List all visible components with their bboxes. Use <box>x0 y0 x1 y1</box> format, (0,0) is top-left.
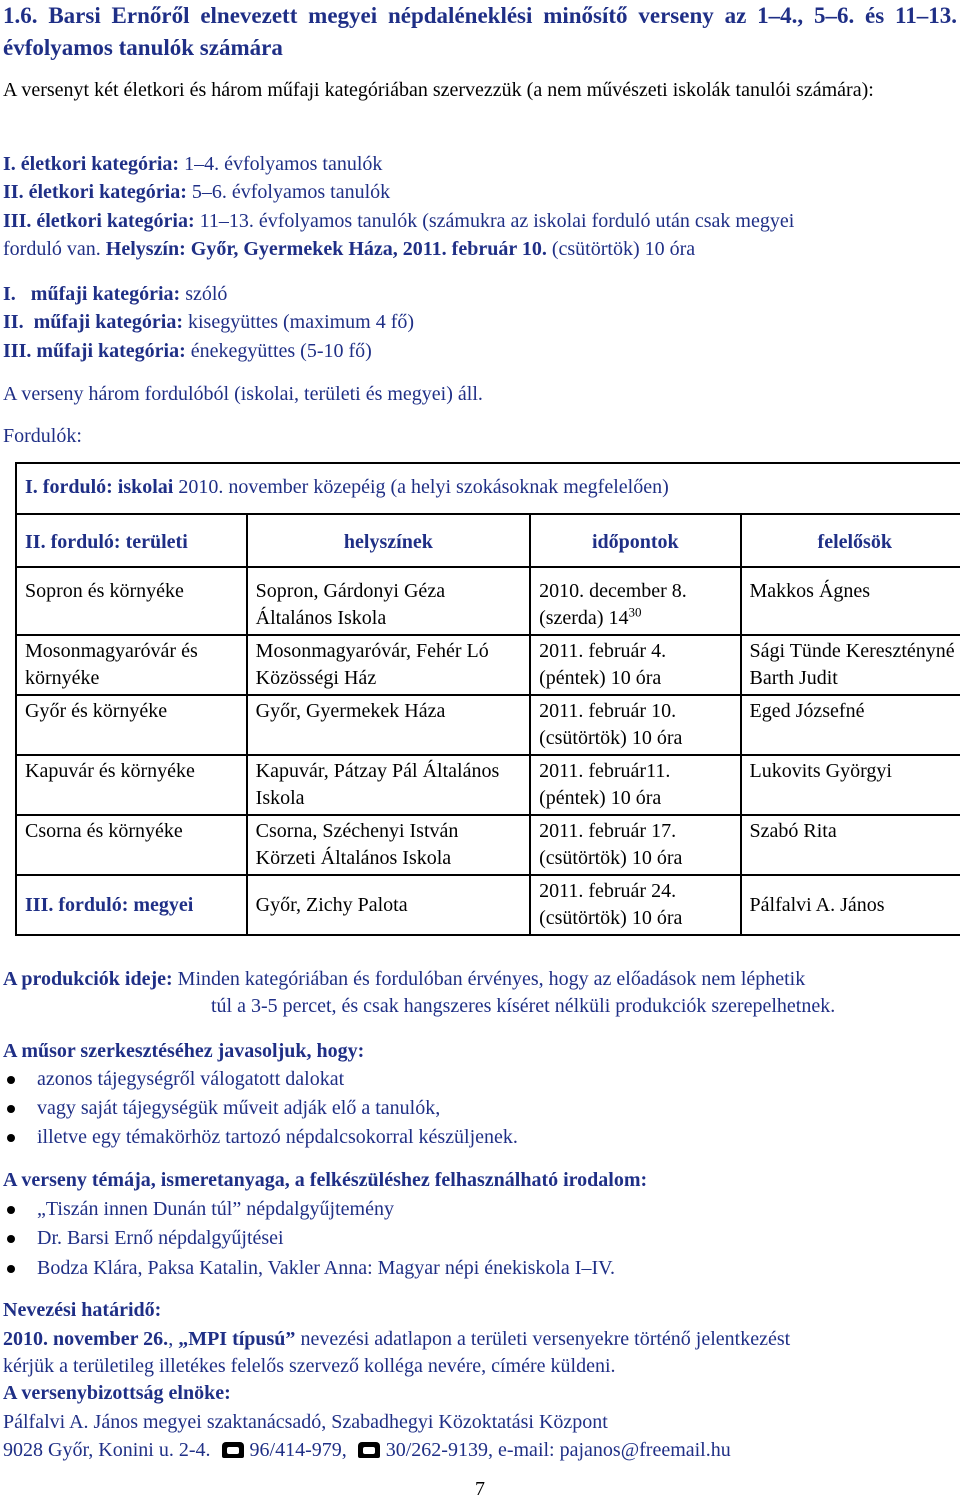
genre-category-2: II. műfaji kategória: kisegyüttes (maximum 4 fő) <box>3 311 415 333</box>
section-number: 1.6. <box>3 3 38 28</box>
genre-category-3: III. műfaji kategória: énekegyüttes (5-10 fő) <box>3 340 372 362</box>
round1-row <box>16 463 960 514</box>
bullet-icon <box>7 1206 15 1214</box>
round2-label: II. forduló: területi <box>16 514 247 567</box>
table-row: Sopron és környéke Sopron, Gárdonyi Géza Általános Iskola 2010. december 8. (szerda) $14^{30}$ Makkos Ágnes <box>16 567 960 635</box>
table-row: Mosonmagyaróvár és környéke Mosonmagyaróvár, Fehér Ló Közösségi Ház 2011. február 4. (péntek) 10 óra Sági Tünde Keresztényné Barth Judit <box>16 635 960 695</box>
list-item: azonos tájegységről válogatott dalokat <box>3 1066 344 1093</box>
deadline-line: 2010. november 26., „MPI típusú” nevezési adatlapon a területi versenyekre történő jelentkezést <box>3 1328 791 1350</box>
table-row: Csorna és környéke Csorna, Széchenyi István Körzeti Általános Iskola 2011. február 17. (csütörtök) 10 óra Szabó Rita <box>16 815 960 875</box>
round3-row <box>16 875 960 935</box>
intro-text: A versenyt két életkori és három műfaji kategóriában szervezzük (a nem művészeti iskolák tanulói számára): <box>3 79 874 101</box>
section-heading <box>3 0 957 64</box>
round3-date: 2011. február 24. (csütörtök) 10 óra <box>530 875 740 935</box>
chair-contact <box>3 1437 731 1464</box>
column-header-dates: időpontok <box>530 514 740 567</box>
round3-responsible: Pálfalvi A. János <box>741 875 960 935</box>
round3-label: III. forduló: megyei <box>16 875 247 935</box>
production-label: A produkciók ideje: <box>3 968 173 990</box>
age-category-3-continued: forduló van. Helyszín: Győr, Gyermekek Háza, 2011. február 10. (csütörtök) 10 óra <box>3 238 696 260</box>
round2-header-row <box>16 514 960 567</box>
bullet-icon <box>7 1134 15 1142</box>
age-category-1: I. életkori kategória: 1–4. évfolyamos tanulók <box>3 153 383 175</box>
chair-heading: A versenybizottság elnöke: <box>3 1382 231 1404</box>
chair-name: Pálfalvi A. János megyei szaktanácsadó, Szabadhegyi Közoktatási Központ <box>3 1411 608 1433</box>
column-header-responsibles: felelősök <box>741 514 960 567</box>
rounds-intro: A verseny három fordulóból (iskolai, területi és megyei) áll. <box>3 383 483 405</box>
phone-number-2-email: 30/262-9139, e-mail: pajanos@freemail.hu <box>385 1439 731 1461</box>
table-row: Győr és környéke Győr, Gyermekek Háza 2011. február 10. (csütörtök) 10 óra Eged Józsefné <box>16 695 960 755</box>
deadline-line-cont: kérjük a területileg illetékes felelős szervező kolléga nevére, címére küldeni. <box>3 1355 616 1377</box>
production-time-cont: túl a 3-5 percet, és csak hangszeres kíséret nélküli produkciók szerepelhetnek. <box>211 995 836 1017</box>
round3-place: Győr, Zichy Palota <box>247 875 530 935</box>
table-row: Kapuvár és környéke Kapuvár, Pátzay Pál Általános Iskola 2011. február11. (péntek) 10 óra Lukovits Györgyi <box>16 755 960 815</box>
page-number: 7 <box>475 1478 485 1500</box>
phone-icon <box>222 1442 244 1458</box>
rounds-table <box>15 462 960 936</box>
age-category-2: II. életkori kategória: 5–6. évfolyamos tanulók <box>3 181 391 203</box>
program-heading: A műsor szerkesztéséhez javasoljuk, hogy: <box>3 1040 365 1062</box>
form-type: „MPI típusú” <box>178 1328 296 1350</box>
chair-address: 9028 Győr, Konini u. 2-4. <box>3 1439 211 1461</box>
section-title: Barsi Ernőről elnevezett megyei népdaléneklési minősítő verseny az 1–4., 5–6. és 11–13. évfolyamos tanulók számára <box>3 3 957 60</box>
bullet-icon <box>7 1235 15 1243</box>
round1-value: 2010. november közepéig (a helyi szokásoknak megfelelően) <box>178 476 669 498</box>
column-header-places: helyszínek <box>247 514 530 567</box>
list-item: vagy saját tájegységük műveit adják elő a tanulók, <box>3 1095 440 1122</box>
venue-label: Helyszín: Győr, Gyermekek Háza, 2011. február 10. <box>105 238 547 260</box>
list-item: illetve egy témakörhöz tartozó népdalcsokorral készüljenek. <box>3 1124 518 1151</box>
list-item: „Tiszán innen Dunán túl” népdalgyűjtemény <box>3 1196 394 1223</box>
round1-label: I. forduló: iskolai <box>25 476 174 498</box>
list-item: Bodza Klára, Paksa Katalin, Vakler Anna: Magyar népi énekiskola I–IV. <box>3 1255 615 1282</box>
bullet-icon <box>7 1076 15 1084</box>
phone-icon <box>358 1442 380 1458</box>
genre-category-1: I. műfaji kategória: szóló <box>3 283 228 305</box>
deadline-heading: Nevezési határidő: <box>3 1299 162 1321</box>
rounds-heading: Fordulók: <box>3 425 82 447</box>
age-category-3: III. életkori kategória: 11–13. évfolyamos tanulók (számukra az iskolai forduló után csak megyei <box>3 210 795 232</box>
bullet-icon <box>7 1265 15 1273</box>
venue-time: (csütörtök) 10 óra <box>551 238 696 260</box>
production-time: A produkciók ideje: Minden kategóriában és fordulóban érvényes, hogy az előadások nem léphetik <box>3 968 806 990</box>
deadline-date: 2010. november 26. <box>3 1328 169 1350</box>
literature-heading: A verseny témája, ismeretanyaga, a felkészüléshez felhasználható irodalom: <box>3 1169 648 1191</box>
list-item: Dr. Barsi Ernő népdalgyűjtései <box>3 1225 284 1252</box>
bullet-icon <box>7 1105 15 1113</box>
phone-number-1: 96/414-979, <box>249 1439 347 1461</box>
